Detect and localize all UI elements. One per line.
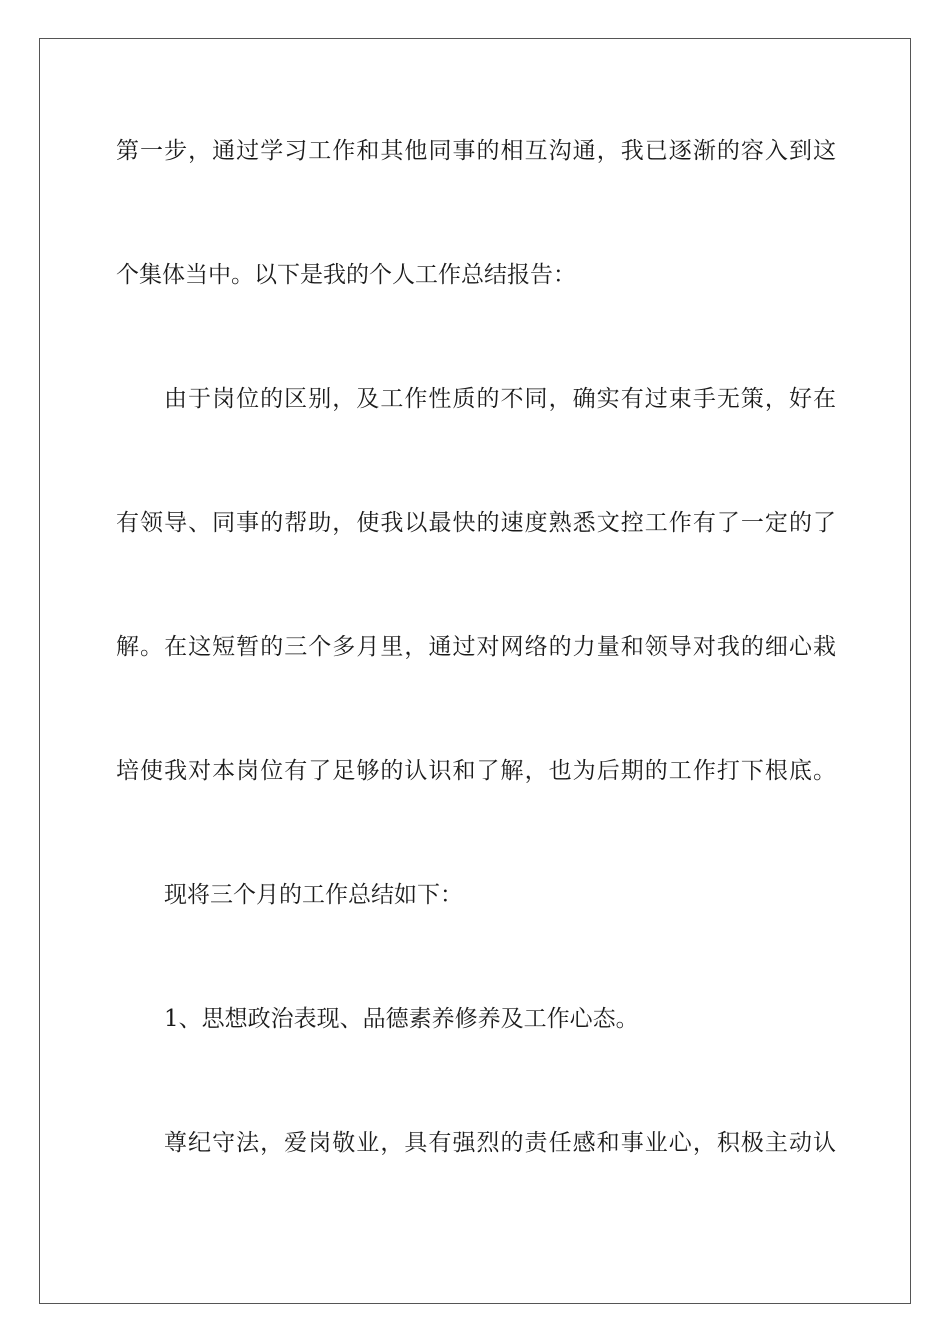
text-line-9: 尊纪守法，爱岗敬业，具有强烈的责任感和事业心，积极主动认 [164,1130,836,1156]
text-line-4: 有领导、同事的帮助，使我以最快的速度熟悉文控工作有了一定的了 [116,510,836,536]
page-border [39,38,911,1304]
text-line-3: 由于岗位的区别，及工作性质的不同，确实有过束手无策，好在 [164,386,836,412]
text-line-8: 1、思想政治表现、品德素养修养及工作心态。 [164,1006,639,1032]
text-line-2: 个集体当中。以下是我的个人工作总结报告： [116,262,576,288]
text-line-1: 第一步，通过学习工作和其他同事的相互沟通，我已逐渐的容入到这 [116,138,836,164]
text-line-7: 现将三个月的工作总结如下： [164,882,463,908]
text-line-5: 解。在这短暂的三个多月里，通过对网络的力量和领导对我的细心栽 [116,634,836,660]
text-line-6: 培使我对本岗位有了足够的认识和了解，也为后期的工作打下根底。 [116,758,836,784]
